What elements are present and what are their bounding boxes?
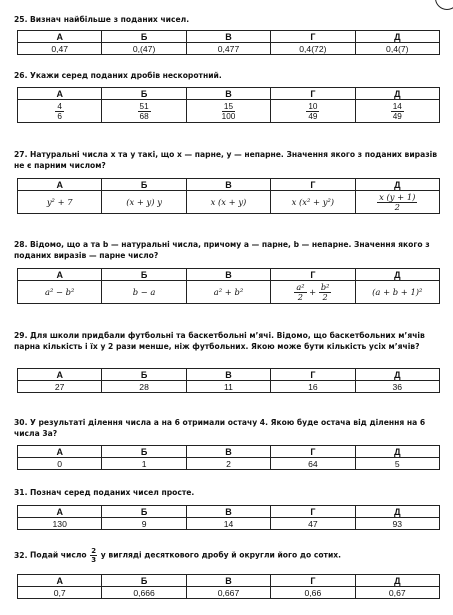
option-b[interactable]: 1 [102, 458, 186, 470]
option-g[interactable] [271, 191, 355, 214]
numerator: a² [296, 281, 305, 292]
expression: (x + y) y [126, 197, 162, 207]
fraction [391, 102, 404, 121]
answer-table-25 [17, 30, 440, 55]
denominator: 2 [322, 291, 328, 302]
question-number: 27. [14, 150, 28, 159]
fraction [319, 283, 332, 302]
header-g: Г [271, 575, 355, 587]
question-32 [14, 547, 440, 564]
header-g: Г [271, 179, 355, 191]
header-g: Г [271, 446, 355, 458]
numerator: 10 [308, 101, 318, 111]
header-d: Д [355, 575, 439, 587]
question-number: 25. [14, 15, 28, 24]
header-g: Г [271, 369, 355, 381]
question-number: 32. [14, 550, 28, 560]
option-a[interactable] [18, 100, 102, 123]
page-corner-decoration [435, 0, 453, 10]
expression: x (x² + y²) [291, 197, 335, 207]
option-v[interactable]: 14 [186, 518, 270, 530]
option-a[interactable]: 0,47 [18, 43, 102, 55]
question-number: 31. [14, 488, 28, 497]
expression: (a + b + 1)² [372, 287, 423, 297]
question-text: Для школи придбали футбольні та баскетбольні м’ячі. Відомо, що баскетбольних м’ячів парна кількість і їх у 2 рази менше, ніж футбольних. Якою може бути кількість усіх м’ячів? [14, 331, 425, 351]
header-g: Г [271, 31, 355, 43]
option-a[interactable] [18, 281, 102, 304]
answer-table-31 [17, 505, 440, 530]
header-a: А [18, 575, 102, 587]
option-d[interactable]: 5 [355, 458, 439, 470]
question-number: 29. [14, 331, 28, 340]
header-d: Д [355, 88, 439, 100]
numerator: 15 [223, 101, 234, 111]
header-v: В [186, 179, 270, 191]
numerator: b² [320, 281, 330, 292]
header-v: В [186, 575, 270, 587]
answer-table-28 [17, 268, 440, 304]
header-b: Б [102, 506, 186, 518]
header-d: Д [355, 369, 439, 381]
question-30 [14, 418, 440, 439]
numerator: 51 [139, 101, 149, 111]
option-v[interactable]: 0,477 [186, 43, 270, 55]
denominator: 49 [308, 111, 318, 121]
header-d: Д [355, 446, 439, 458]
option-v[interactable] [186, 281, 270, 304]
answer-table-29 [17, 368, 440, 393]
question-number: 28. [14, 240, 28, 249]
header-d: Д [355, 506, 439, 518]
expression: y² + 7 [46, 197, 73, 207]
answer-table-27 [17, 178, 440, 214]
header-b: Б [102, 269, 186, 281]
header-v: В [186, 269, 270, 281]
header-b: Б [102, 31, 186, 43]
question-number: 30. [14, 418, 28, 427]
question-text: Укажи серед поданих дробів нескоротний. [30, 71, 222, 80]
option-b[interactable] [102, 281, 186, 304]
numerator: x (y + 1) [379, 191, 416, 202]
question-number: 26. [14, 71, 28, 80]
option-a[interactable]: 0,7 [18, 587, 102, 599]
header-b: Б [102, 369, 186, 381]
question-text-before: Подай число [30, 550, 87, 560]
option-d[interactable]: 0,67 [355, 587, 439, 599]
option-d[interactable] [355, 100, 439, 123]
option-b[interactable]: 0,(47) [102, 43, 186, 55]
option-b[interactable] [102, 100, 186, 123]
question-29 [14, 331, 440, 352]
option-g[interactable]: 0,66 [271, 587, 355, 599]
numerator: 14 [392, 101, 402, 111]
question-text: Визнач найбільше з поданих чисел. [30, 15, 190, 24]
option-b[interactable]: 9 [102, 518, 186, 530]
header-a: А [18, 506, 102, 518]
question-26 [14, 71, 440, 82]
header-b: Б [102, 88, 186, 100]
expression: b − a [132, 287, 156, 297]
header-g: Г [271, 506, 355, 518]
header-d: Д [355, 179, 439, 191]
denominator: 2 [394, 201, 400, 212]
option-d[interactable] [355, 191, 439, 214]
expression [294, 281, 331, 302]
header-a: А [18, 31, 102, 43]
option-v[interactable]: 2 [186, 458, 270, 470]
option-v[interactable] [186, 191, 270, 214]
header-v: В [186, 369, 270, 381]
denominator: 6 [57, 111, 62, 121]
question-text: Познач серед поданих чисел просте. [30, 488, 195, 497]
option-g[interactable]: 64 [271, 458, 355, 470]
option-v[interactable]: 11 [186, 381, 270, 393]
answer-table-30 [17, 445, 440, 470]
denominator: 2 [297, 291, 304, 302]
fraction [306, 102, 319, 121]
question-text: У результаті ділення числа a на 6 отримали остачу 4. Якою буде остача від ділення на 6 числа 3a? [14, 418, 426, 438]
header-v: В [186, 88, 270, 100]
header-d: Д [355, 269, 439, 281]
option-a[interactable]: 27 [18, 381, 102, 393]
option-v[interactable] [186, 100, 270, 123]
option-a[interactable] [18, 191, 102, 214]
numerator: 4 [57, 101, 62, 111]
operator: + [309, 286, 317, 297]
header-v: В [186, 31, 270, 43]
option-d[interactable] [355, 281, 439, 304]
header-b: Б [102, 575, 186, 587]
expression: x (x + y) [210, 197, 247, 207]
fraction [220, 102, 238, 121]
option-g[interactable]: 16 [271, 381, 355, 393]
header-a: А [18, 88, 102, 100]
option-g[interactable]: 0,4(72) [271, 43, 355, 55]
fraction [377, 193, 417, 212]
question-31 [14, 488, 440, 499]
option-b[interactable] [102, 191, 186, 214]
header-a: А [18, 446, 102, 458]
question-28 [14, 240, 440, 261]
option-d[interactable]: 0,4(7) [355, 43, 439, 55]
option-v[interactable]: 0,667 [186, 587, 270, 599]
header-b: Б [102, 446, 186, 458]
header-b: Б [102, 179, 186, 191]
header-g: Г [271, 88, 355, 100]
option-a[interactable]: 130 [18, 518, 102, 530]
header-v: В [186, 446, 270, 458]
question-27 [14, 150, 440, 171]
question-text: Відомо, що a та b — натуральні числа, причому a — парне, b — непарне. Значення якого з поданих виразів — парне число? [14, 240, 430, 260]
header-a: А [18, 369, 102, 381]
inline-fraction [90, 547, 97, 564]
option-g[interactable]: 47 [271, 518, 355, 530]
fraction [138, 102, 151, 121]
header-g: Г [271, 269, 355, 281]
header-a: А [18, 179, 102, 191]
header-v: В [186, 506, 270, 518]
answer-table-26 [17, 87, 440, 123]
option-d[interactable]: 93 [355, 518, 439, 530]
fraction [294, 283, 306, 302]
denominator: 100 [221, 111, 236, 121]
option-g[interactable] [271, 100, 355, 123]
question-25 [14, 15, 440, 26]
denominator: 49 [392, 111, 402, 121]
header-a: А [18, 269, 102, 281]
option-b[interactable]: 28 [102, 381, 186, 393]
question-text-after: у вигляді десяткового дробу й округли його до сотих. [100, 550, 342, 560]
fraction [55, 102, 64, 121]
header-d: Д [355, 31, 439, 43]
option-g[interactable] [271, 281, 355, 304]
expression: a² + b² [213, 287, 244, 297]
denominator: 68 [139, 111, 149, 121]
denominator: 3 [91, 556, 97, 564]
option-b[interactable]: 0,666 [102, 587, 186, 599]
option-a[interactable]: 0 [18, 458, 102, 470]
answer-table-32 [17, 574, 440, 599]
option-d[interactable]: 36 [355, 381, 439, 393]
numerator: 2 [91, 547, 97, 555]
question-text: Натуральні числа x та y такі, що x — парне, y — непарне. Значення якого з поданих виразів не є парним числом? [14, 150, 438, 170]
expression: a² − b² [44, 287, 75, 297]
